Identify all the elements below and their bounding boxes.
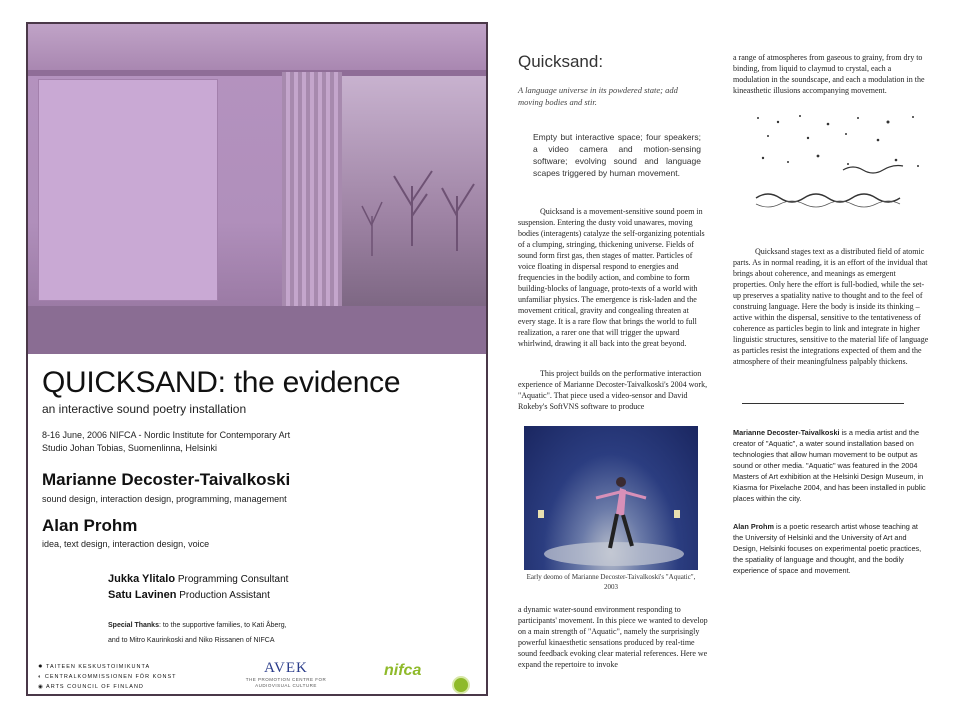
bio2-text: is a poetic research artist whose teaching at the University of Helsinki and the University of Art and Design, Helsinki focuses on experimental poetic practices, the spatiality of language and thought, and the bodily experience of space and movement. [733,522,922,575]
thanks-line2: and to Mitro Kaurinkoski and Niko Rissanen of NIFCA [108,637,275,644]
assistant2 [108,589,270,601]
bio1-name: Marianne Decoster-Taivalkoski [733,428,840,437]
assistant1-role: Programming Consultant [177,574,289,585]
arts-council-logo [38,662,177,692]
avek-tag1: THE PROMOTION CENTRE FOR [245,677,327,682]
bio1 [733,427,929,504]
caption-line2: 2003 [604,583,618,591]
council-line3: ARTS COUNCIL OF FINLAND [46,684,144,690]
person1-role: sound design, interaction design, programming, management [42,494,287,504]
council-line2: CENTRALKOMMISSIONEN FÖR KONST [44,674,177,680]
photo-wall-panel [38,79,218,301]
avek-tag2: AUDIOVISUAL CULTURE [255,683,317,688]
installation-photo [28,24,486,354]
bio2-name: Alan Prohm [733,522,774,531]
photo-ceiling [28,24,486,72]
avek-logo [236,660,336,689]
assistant2-role: Production Assistant [179,590,270,601]
bio1-text: is a media artist and the creator of "Aquatic", a water sound installation based on technologies that allow human movement to be output as sound or other media. "Aquatic" was featured in the 2004 Masters of Art exhibition at the Helsinki Design Museum, in Kiasma for Pixelache 2004, and has been installed in public places within the city. [733,428,926,503]
column1-para2: This project builds on the performative interaction experience of Marianne Decoster-Taivalkoski's 2004 work, "Aquatic". That piece used a video-sensor and David Rokeby's SoftVNS software to produce [518,369,708,411]
assistant2-name: Satu Lavinen [108,589,177,601]
person2-name: Alan Prohm [42,516,138,535]
circle-icon: ◐ [38,674,45,680]
event-venue-line: Studio Johan Tobias, Suomenlinna, Helsinki [42,443,217,453]
person1-name: Marianne Decoster-Taivalkoski [42,470,291,489]
column1-para3: a dynamic water-sound environment responding to participants' movement. In this piece we wanted to develop on a main strength of "Aquatic", namely the surprisingly powerful kinaesthetic sensations produced by real-time sound feedback evoking clear material references. Here we expand the repertoire to invoke [518,605,708,669]
column2-para2: Quicksand stages text as a distributed field of atomic parts. As in normal reading, it is an effort of the invidual that brings about coherence, and meanings as emergent properties. Only here the effort is full-bodied, while the set-up preserves a spatiality native to thought and to the feel of construing language. Here the body is inside its thinking – active within the dispersal, sensitive to the tentativeness of coherence as particles begin to link and integrate in higher linguistic structures, sensitive to the material life of language as particles resist the integrations expected of them and the atmosphere of their meaningfulness palpably thickens. [733,247,929,366]
spiral-icon: ◉ [38,684,47,690]
nifca-circle-icon [452,676,470,694]
sun-icon: ✹ [38,664,47,670]
column1-para1: Quicksand is a movement-sensitive sound poem in suspension. Entering the dusty void unawares, moving bodies (interagents) catalyze the self-organizing potentials of a clumping, stringing, thickening universe. Fields of sound form first gas, then stages of matter. Particles of voice floating in dispersal respond to energies and frequencies in the bodily action, and combine to form building-blocks of language, proto-texts of a world with unfamiliar physics. The emergence is risk-laden and the movement critical, gravity and congealing threaten at every stage. It is a rare flow that brings the world to full realization, a rarer one that will trigger the upward whirlwind, drawing it all back into the great beyond. [518,207,705,348]
poster [26,22,488,696]
photo-floor [28,306,486,354]
column2-para1: a range of atmospheres from gaseous to grainy, from dry to binding, from liquid to claymud to crystal, each a modulation in the soundscape, and each a modulation in the kineasthetic illusions accompanying movement. [733,53,925,95]
avek-mark: AVEK [264,660,308,676]
photo-caption [520,572,702,592]
quicksand-intro: A language universe in its powdered state; add moving bodies and stir. [518,85,678,107]
photo-curtain [282,72,342,312]
special-thanks [108,618,408,648]
dancer-figure-icon [524,426,698,570]
event-dates [42,429,290,455]
event-dates-line1: 8-16 June, 2006 NIFCA - Nordic Institute for Contemporary Art [42,430,291,440]
poster-title: QUICKSAND: the evidence [42,366,401,399]
quicksand-heading: Quicksand: [518,52,604,71]
assistant1 [108,573,288,585]
thanks-line1: : to the supportive families, to Kati Åberg, [158,622,287,629]
caption-line1: Early deomo of Marianne Decoster-Taivalkoski's "Aquatic", [526,573,696,581]
council-line1: TAITEEN KESKUSTOIMIKUNTA [46,664,151,670]
particle-text-illustration [748,108,928,218]
poster-subtitle: an interactive sound poetry installation [42,402,247,416]
nifca-logo: nifca [384,662,422,679]
setup-description: Empty but interactive space; four speakers; a video camera and motion-sensing software; evolving sound and language scapes triggered by human movement. [533,132,701,178]
person2-role: idea, text design, interaction design, voice [42,539,210,549]
section-divider [742,403,904,404]
bio2 [733,521,929,576]
thanks-label: Special Thanks [108,622,159,629]
aquatic-demo-photo [524,426,698,570]
assistant1-name: Jukka Ylitalo [108,573,176,585]
